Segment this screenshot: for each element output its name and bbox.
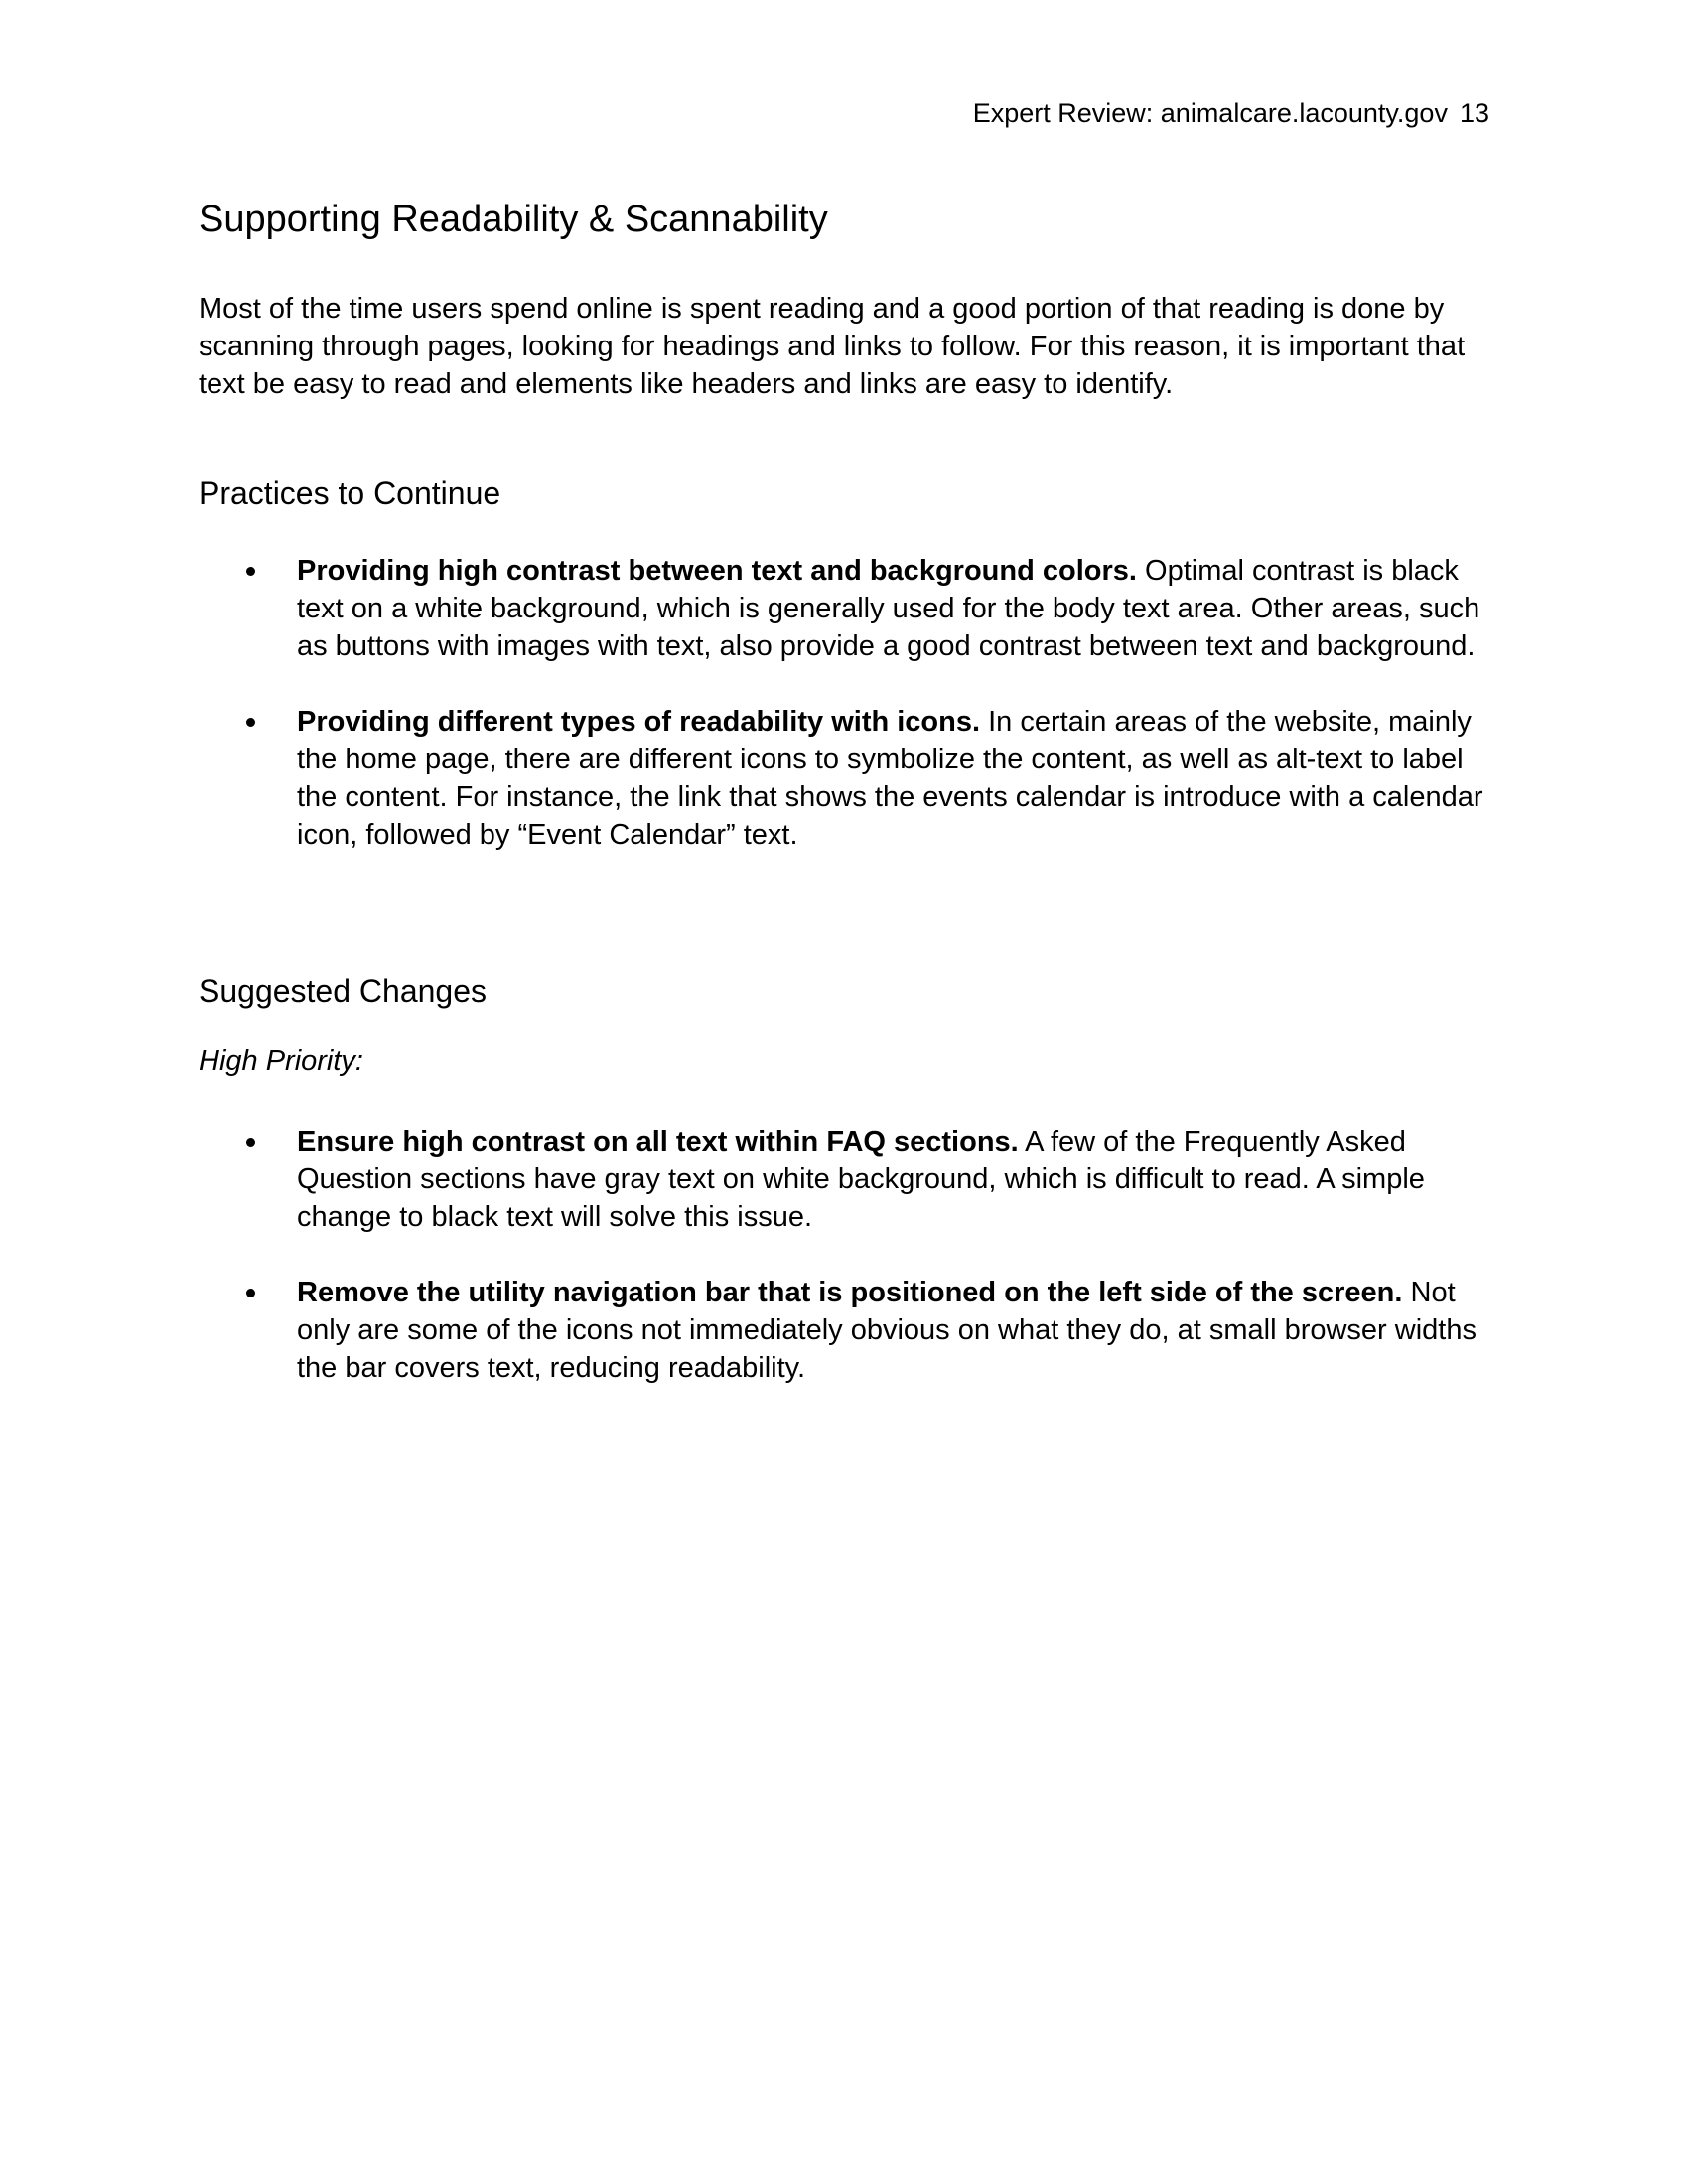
running-header (973, 95, 1489, 131)
bullet-icon (246, 1289, 255, 1297)
bullet-icon (246, 1138, 255, 1147)
running-title: Expert Review: animalcare.lacounty.gov (972, 98, 1448, 128)
practices-list (199, 552, 1489, 854)
list-item (199, 552, 1489, 665)
list-item (199, 1274, 1489, 1387)
suggested-changes-heading: Suggested Changes (199, 973, 487, 1009)
practices-heading: Practices to Continue (199, 476, 501, 511)
changes-list (199, 1123, 1489, 1387)
bullet-icon (246, 718, 255, 727)
item-lead: Remove the utility navigation bar that is positioned on the left side of the screen. (297, 1277, 1403, 1308)
document-body (199, 194, 1489, 1384)
item-text: In certain areas of the website, mainly the home page, there are different icons to symbolize the content, as well as alt-text to label the content. For instance, the link that shows the events calendar is introduce with a calendar icon, followed by “Event Calendar” text. (297, 706, 1483, 851)
list-item (199, 703, 1489, 854)
item-text: Optimal contrast is black text on a white background, which is generally used for the body text area. Other areas, such as buttons with images with text, also provide a good contrast between text and background. (297, 555, 1480, 662)
section-title: Supporting Readability & Scannability (199, 199, 828, 240)
item-lead: Providing high contrast between text and background colors. (297, 555, 1137, 587)
intro-paragraph: Most of the time users spend online is spent reading and a good portion of that reading is done by scanning through pages, looking for headings and links to follow. For this reason, it is important that text be easy to read and elements like headers and links are easy to identify. (199, 293, 1466, 400)
list-item (199, 1123, 1489, 1236)
item-lead: Ensure high contrast on all text within FAQ sections. (297, 1126, 1019, 1158)
item-text: Not only are some of the icons not immediately obvious on what they do, at small browser widths the bar covers text, reducing readability. (297, 1277, 1477, 1384)
bullet-icon (246, 567, 255, 576)
item-text: A few of the Frequently Asked Question sections have gray text on white background, which is difficult to read. A simple change to black text will solve this issue. (297, 1126, 1425, 1233)
page-number: 13 (1459, 98, 1489, 128)
item-lead: Providing different types of readability with icons. (297, 706, 981, 738)
high-priority-label: High Priority: (199, 1045, 363, 1077)
